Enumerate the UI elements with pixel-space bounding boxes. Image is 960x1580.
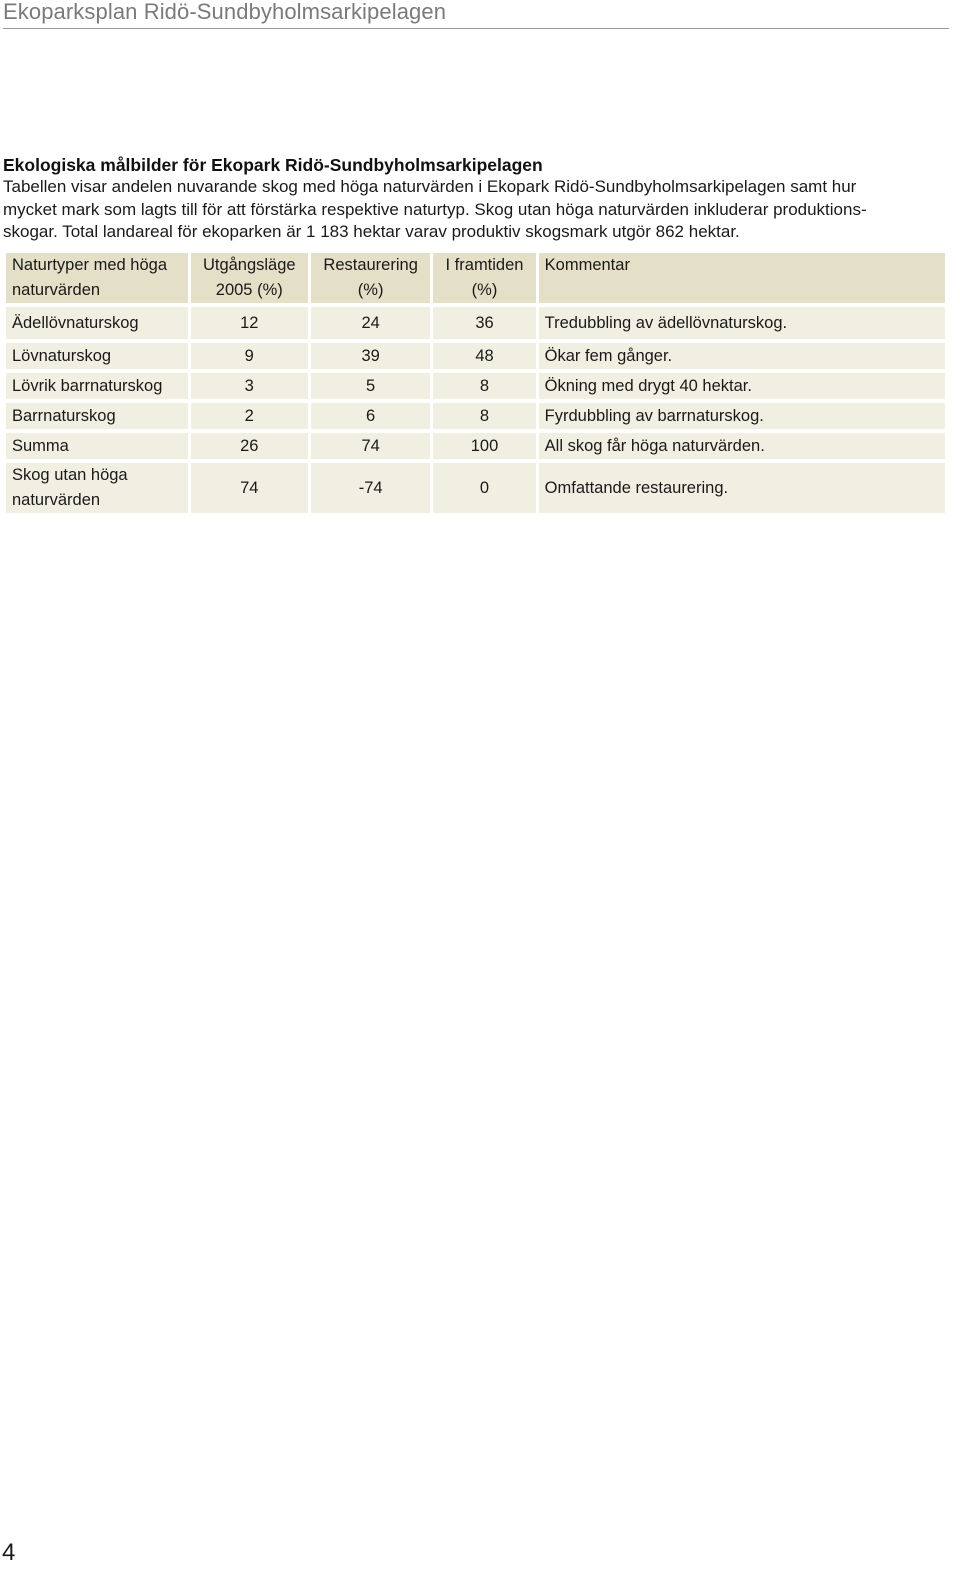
column-header-start: Utgångsläge 2005 (%) xyxy=(191,253,308,303)
cell-future: 8 xyxy=(433,373,535,399)
cell-comment: All skog får höga naturvärden. xyxy=(539,433,945,459)
cell-future: 100 xyxy=(433,433,535,459)
intro-line: skogar. Total landareal för ekoparken är 1 183 hektar varav produktiv skogsmark utgör 862 hektar. xyxy=(3,222,740,241)
intro-line: mycket mark som lagts till för att förstärka respektive naturtyp. Skog utan höga naturvärden inkluderar produktions- xyxy=(3,199,867,219)
cell-nature-type: Ädellövnaturskog xyxy=(6,307,188,339)
cell-nature-type: Lövrik barrnaturskog xyxy=(6,373,188,399)
cell-comment: Fyrdubbling av barrnaturskog. xyxy=(539,403,945,429)
column-header-restoration: Restaurering (%) xyxy=(311,253,430,303)
table-header-row xyxy=(6,253,945,303)
cell-restoration: 24 xyxy=(311,307,430,339)
column-header-comment: Kommentar xyxy=(539,253,945,303)
section-title: Ekologiska målbilder för Ekopark Ridö-Sundbyholmsarkipelagen xyxy=(3,155,543,175)
cell-nature-type: Skog utan höga naturvärden xyxy=(6,463,188,513)
column-header-nature-type: Naturtyper med höga naturvärden xyxy=(6,253,188,303)
page-number: 4 xyxy=(2,1539,16,1566)
cell-restoration: 74 xyxy=(311,433,430,459)
table-row xyxy=(6,373,945,399)
cell-comment: Omfattande restaurering. xyxy=(539,463,945,513)
cell-restoration: 6 xyxy=(311,403,430,429)
section xyxy=(3,154,949,244)
cell-restoration: -74 xyxy=(311,463,430,513)
cell-comment: Tredubbling av ädellövnaturskog. xyxy=(539,307,945,339)
cell-restoration: 5 xyxy=(311,373,430,399)
cell-future: 48 xyxy=(433,343,535,369)
cell-nature-type: Barrnaturskog xyxy=(6,403,188,429)
running-header-text: Ekoparksplan Ridö-Sundbyholmsarkipelagen xyxy=(3,0,447,24)
cell-start: 2 xyxy=(191,403,308,429)
cell-start: 74 xyxy=(191,463,308,513)
cell-future: 8 xyxy=(433,403,535,429)
cell-start: 9 xyxy=(191,343,308,369)
table-row xyxy=(6,403,945,429)
intro-line: Tabellen visar andelen nuvarande skog med höga naturvärden i Ekopark Ridö-Sundbyholmsarkipelagen samt hur xyxy=(3,177,857,196)
cell-restoration: 39 xyxy=(311,343,430,369)
intro-paragraph xyxy=(3,176,949,244)
table-row xyxy=(6,463,945,513)
cell-future: 0 xyxy=(433,463,535,513)
cell-start: 3 xyxy=(191,373,308,399)
cell-nature-type: Summa xyxy=(6,433,188,459)
table-row xyxy=(6,433,945,459)
cell-comment: Ökning med drygt 40 hektar. xyxy=(539,373,945,399)
cell-future: 36 xyxy=(433,307,535,339)
table-row xyxy=(6,343,945,369)
nature-values-table xyxy=(3,249,948,517)
cell-start: 26 xyxy=(191,433,308,459)
running-header xyxy=(3,0,949,29)
cell-start: 12 xyxy=(191,307,308,339)
cell-comment: Ökar fem gånger. xyxy=(539,343,945,369)
cell-nature-type: Lövnaturskog xyxy=(6,343,188,369)
table-row xyxy=(6,307,945,339)
column-header-future: I framtiden (%) xyxy=(433,253,535,303)
